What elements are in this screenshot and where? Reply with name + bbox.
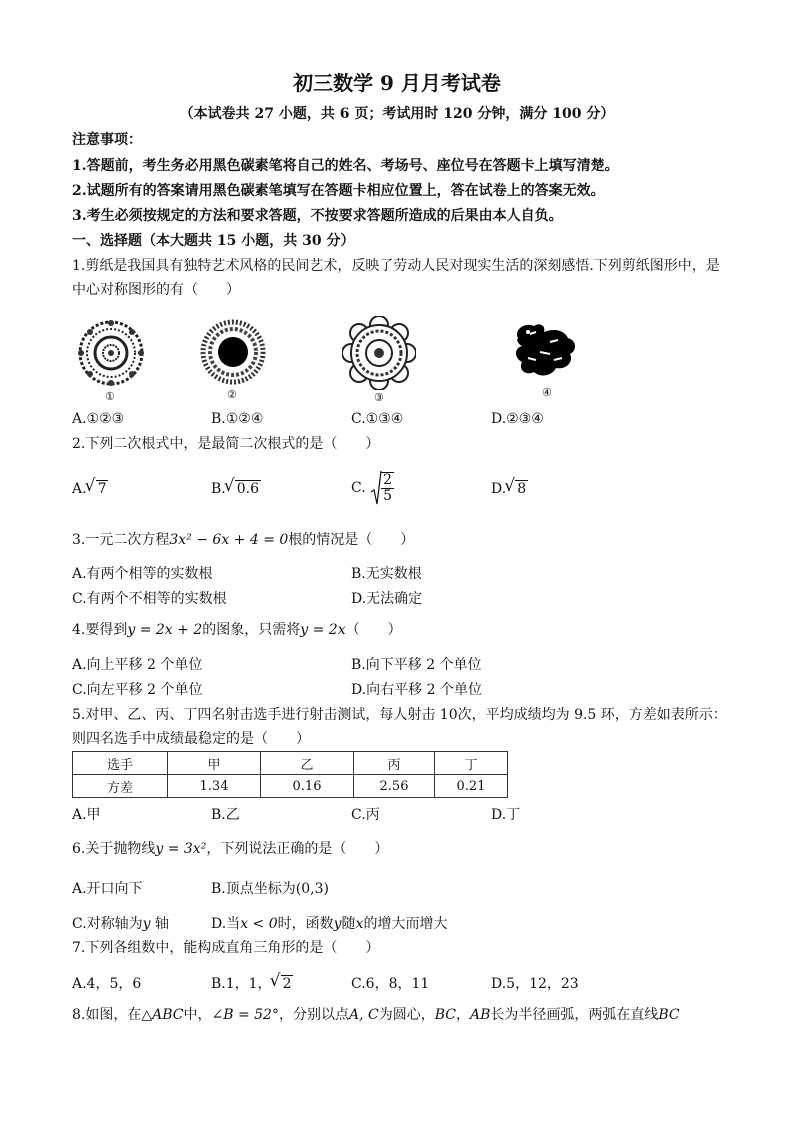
q1-option-d: D.②③④ [491,411,544,427]
figure-label-1: ① [105,390,115,403]
q5-option-b: B.乙 [211,807,240,823]
q2-option-c: C. $\frac{2}{5}$ [351,472,393,504]
table-row [73,775,508,798]
q4-option-b: B.向下平移 2 个单位 [351,657,482,673]
q1-stem-line1: 1.剪纸是我国具有独特艺术风格的民间艺术，反映了劳动人民对现实生活的深刻感悟.下列剪纸图形中，是 [72,258,720,274]
q5-option-d: D.丁 [491,807,521,823]
q8-stem: 8.如图，在△ABC中，∠B = 52°，分别以点A, C为圆心，BC，AB长为半径画弧，两弧在直线BC [72,1007,680,1023]
q7-option-d: D.5，12，23 [491,976,579,992]
q2-stem: 2.下列二次根式中，是最简二次根式的是（ ） [72,436,380,452]
figure-label-4: ④ [542,386,552,399]
section-heading: 一、选择题（本大题共 15 小题，共 30 分） [72,233,355,249]
papercut-figure-1 [77,319,145,387]
page-title: 初三数学 9 月月考试卷 [293,71,501,95]
q5-stem-line1: 5.对甲、乙、丙、丁四名射击选手进行射击测试，每人射击 10次，平均成绩均为 9.5 环，方差如表所示： [72,707,727,723]
papercut-figure-3 [342,316,416,390]
table-header-row [73,752,508,775]
table-cell: 2.56 [354,775,435,798]
q6-option-c: C.对称轴为y 轴 [72,916,170,932]
q3-option-d: D.无法确定 [351,591,423,607]
notice-item-1: 1.答题前，考生务必用黑色碳素笔将自己的姓名、考场号、座位号在答题卡上填写清楚。 [72,158,619,174]
notice-item-3: 3.考生必须按规定的方法和要求答题，不按要求答题所造成的后果由本人自负。 [72,208,563,224]
q7-stem: 7.下列各组数中，能构成直角三角形的是（ ） [72,940,380,956]
q2-option-a: A.√ 7 [72,480,108,498]
q6-option-d: D.当x < 0时，函数y随x的增大而增大 [211,916,448,932]
q7-option-c: C.6，8，11 [351,976,430,992]
q1-stem-line2: 中心对称图形的有（ ） [72,282,240,298]
q7-option-a: A.4，5，6 [72,976,142,992]
table-cell: 0.16 [261,775,354,798]
q5-stem-line2: 则四名选手中成绩最稳定的是（ ） [72,731,310,747]
q3-option-a: A.有两个相等的实数根 [72,566,213,582]
papercut-figure-2 [200,319,266,385]
table-cell: 1.34 [168,775,261,798]
table-cell: 0.21 [435,775,508,798]
table-cell: 甲 [168,752,261,775]
q1-option-a: A.①②③ [72,411,125,427]
q1-option-c: C.①③④ [351,411,404,427]
figure-label-2: ② [227,388,237,401]
table-cell: 丙 [354,752,435,775]
table-cell: 选手 [73,752,168,775]
q6-option-a: A.开口向下 [72,881,143,897]
figure-label-3: ③ [374,391,384,404]
table-cell: 乙 [261,752,354,775]
q4-option-a: A.向上平移 2 个单位 [72,657,203,673]
q2-option-b: B.√ 0.6 [211,480,261,498]
q4-option-c: C.向左平移 2 个单位 [72,682,203,698]
q5-option-a: A.甲 [72,807,101,823]
q6-option-b: B.顶点坐标为(0,3) [211,881,329,897]
q7-option-b: B.1，1，√ 2 [211,975,293,993]
papercut-figure-4 [510,318,582,382]
q6-stem: 6.关于抛物线y = 3x²，下列说法正确的是（ ） [72,841,389,857]
notice-heading: 注意事项： [72,132,142,148]
q3-option-b: B.无实数根 [351,566,422,582]
notice-item-2: 2.试题所有的答案请用黑色碳素笔填写在答题卡相应位置上，答在试卷上的答案无效。 [72,183,605,199]
q4-option-d: D.向右平移 2 个单位 [351,682,482,698]
table-cell: 丁 [435,752,508,775]
q1-option-b: B.①②④ [211,411,264,427]
q3-stem: 3.一元二次方程3x² − 6x + 4 = 0根的情况是（ ） [72,532,415,548]
q3-option-c: C.有两个不相等的实数根 [72,591,227,607]
q5-option-c: C.丙 [351,807,380,823]
q4-stem: 4.要得到y = 2x + 2的图象，只需将y = 2x（ ） [72,622,402,638]
table-cell: 方差 [73,775,168,798]
q2-option-d: D.√ 8 [491,480,528,498]
variance-table [72,751,508,798]
page-subtitle: （本试卷共 27 小题，共 6 页；考试用时 120 分钟，满分 100 分） [179,106,615,122]
